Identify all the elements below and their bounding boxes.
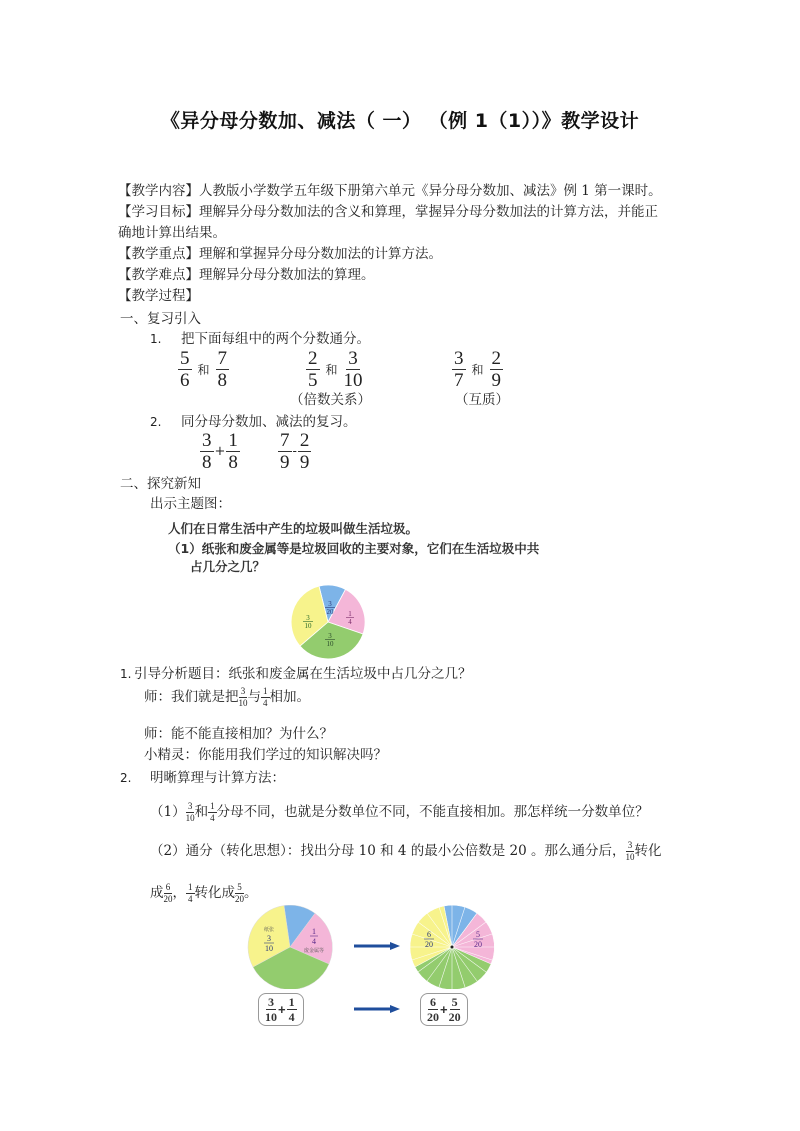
fraction: $\frac{7}{9}$	[280, 430, 290, 473]
fraction-group-1	[178, 349, 229, 390]
step1	[120, 664, 472, 684]
sum-after-box	[420, 993, 468, 1026]
svg-text:3: 3	[328, 600, 332, 608]
point-1	[150, 802, 649, 823]
fraction: $\frac{3}{10}$	[265, 995, 277, 1024]
fraction: $\frac{3}{10}$	[625, 840, 635, 862]
fraction: $\frac{3}{10}$	[238, 686, 248, 708]
fraction: $\frac{3}{8}$	[202, 430, 212, 473]
and-text: 和	[471, 363, 484, 377]
svg-text:3: 3	[306, 614, 310, 622]
fraction-group-2	[306, 349, 363, 390]
fraction: $\frac{6}{20}$	[427, 995, 439, 1024]
teaching-process: 【教学过程】	[118, 288, 199, 304]
text: 与	[247, 689, 261, 705]
expression-2	[278, 431, 311, 472]
item-text: 把下面每组中的两个分数通分。	[181, 331, 370, 347]
item-number: 1.	[120, 667, 132, 681]
svg-text:3: 3	[267, 934, 271, 943]
label: 【教学难点】	[118, 267, 199, 283]
page-title: 《异分母分数加、减法（ 一） （例 1（1））》教学设计	[160, 110, 640, 132]
note-coprime: （互质）	[455, 392, 509, 408]
learning-goal	[118, 202, 658, 222]
item-text: 明晰算理与计算方法：	[150, 770, 285, 786]
operator: +	[278, 1002, 286, 1017]
section1-item2	[150, 412, 357, 432]
svg-text:1: 1	[348, 610, 352, 618]
fraction: $\frac{2}{9}$	[491, 348, 502, 391]
text: 转化	[634, 843, 662, 859]
fraction: $\frac{2}{5}$	[308, 348, 318, 391]
fraction-group-3	[452, 349, 503, 390]
item-number: 2.	[150, 415, 162, 429]
svg-text:4: 4	[348, 618, 352, 626]
text: 理解和掌握异分母分数加法的计算方法。	[199, 246, 442, 262]
teaching-content	[118, 181, 662, 201]
label: 【学习目标】	[118, 204, 199, 220]
fraction: $\frac{3}{10}$	[343, 348, 363, 391]
sprite-line: 小精灵：你能用我们学过的知识解决吗？	[144, 747, 387, 763]
theme-line: 人们在日常生活中产生的垃圾叫做生活垃圾。	[168, 521, 419, 536]
fraction: $\frac{6}{20}$	[163, 882, 173, 904]
fraction: $\frac{5}{20}$	[448, 995, 461, 1024]
text: 和	[194, 804, 209, 820]
fraction: $\frac{1}{4}$	[210, 801, 215, 823]
fraction: $\frac{7}{8}$	[217, 348, 228, 391]
text: 人教版小学数学五年级下册第六单元《异分母分数加、减法》例 1 第一课时。	[199, 183, 662, 199]
text: （2）通分（转化思想）：找出分母 10 和 4 的最小公倍数是 20 。那么通分后，	[150, 843, 626, 859]
num: （1）	[150, 804, 186, 820]
fraction: $\frac{3}{10}$	[185, 801, 195, 823]
arrow-right-icon	[354, 1004, 400, 1014]
svg-text:6: 6	[427, 930, 431, 939]
and-text: 和	[197, 363, 210, 377]
fraction: $\frac{1}{4}$	[188, 882, 193, 904]
svg-text:4: 4	[312, 937, 316, 946]
fraction: $\frac{5}{20}$	[235, 882, 244, 904]
svg-text:废金属等: 废金属等	[303, 948, 325, 954]
pie-after-icon	[409, 905, 495, 989]
operator: -	[292, 444, 297, 459]
text: 转化成	[194, 885, 235, 901]
item-text: 同分母分数加、减法的复习。	[181, 414, 357, 430]
text: 相加。	[269, 689, 310, 705]
text: 。	[244, 885, 258, 901]
fraction: $\frac{1}{4}$	[263, 686, 268, 708]
label: 【教学重点】	[118, 246, 199, 262]
text: 师：我们就是把	[144, 689, 239, 705]
svg-text:3: 3	[328, 632, 332, 640]
show-theme-text: 出示主题图：	[150, 496, 231, 512]
label: 【教学内容】	[118, 183, 199, 199]
text: 理解异分母分数加法的含义和算理，掌握异分母分数加法的计算方法，并能正	[199, 204, 658, 220]
text: 理解异分母分数加法的算理。	[199, 267, 375, 283]
theme-line: 占几分之几？	[190, 559, 266, 574]
point-2-cont	[150, 883, 258, 904]
teacher-line-2: 师：能不能直接相加？为什么？	[144, 726, 333, 742]
note-multiple: （倍数关系）	[290, 392, 371, 408]
fraction: $\frac{1}{8}$	[228, 430, 238, 473]
waste-pie-chart	[290, 584, 366, 660]
text: 成	[150, 885, 164, 901]
item-number: 2.	[120, 771, 132, 785]
svg-text:10: 10	[326, 640, 334, 648]
point-2	[150, 841, 662, 862]
svg-text:纸张: 纸张	[263, 927, 275, 933]
fraction: $\frac{1}{4}$	[288, 995, 295, 1024]
operator: +	[440, 1002, 448, 1017]
item-text: 引导分析题目：纸张和废金属在生活垃圾中占几分之几？	[134, 666, 472, 682]
section1-heading: 一、复习引入	[120, 311, 201, 327]
arrow-right-icon	[354, 941, 400, 951]
and-text: 和	[325, 363, 338, 377]
svg-text:10: 10	[304, 622, 312, 630]
svg-text:5: 5	[476, 930, 480, 939]
section1-item1	[150, 329, 370, 349]
operator: +	[214, 444, 226, 459]
svg-text:10: 10	[265, 944, 273, 953]
fraction: $\frac{3}{7}$	[454, 348, 464, 391]
svg-text:20: 20	[474, 940, 482, 949]
item-number: 1.	[150, 332, 162, 346]
section2-heading: 二、探究新知	[120, 476, 201, 492]
teaching-key	[118, 244, 442, 264]
pie-before-icon	[246, 905, 334, 989]
teaching-difficulty	[118, 265, 375, 285]
fraction: $\frac{5}{6}$	[180, 348, 190, 391]
text: ，	[172, 885, 186, 901]
learning-goal-cont: 确地计算出结果。	[118, 225, 226, 241]
theme-image-text	[168, 520, 539, 576]
fraction: $\frac{2}{9}$	[299, 430, 310, 473]
text: 分母不同，也就是分数单位不同，不能直接相加。那怎样统一分数单位？	[216, 804, 649, 820]
sum-before-box	[258, 993, 304, 1026]
svg-text:20: 20	[425, 940, 433, 949]
teacher-line-1	[144, 687, 310, 708]
theme-line: （1）纸张和废金属等是垃圾回收的主要对象，它们在生活垃圾中共	[168, 541, 540, 556]
svg-text:20: 20	[326, 608, 334, 616]
expression-1	[200, 431, 240, 472]
step2	[120, 768, 285, 788]
svg-text:1: 1	[312, 927, 316, 936]
